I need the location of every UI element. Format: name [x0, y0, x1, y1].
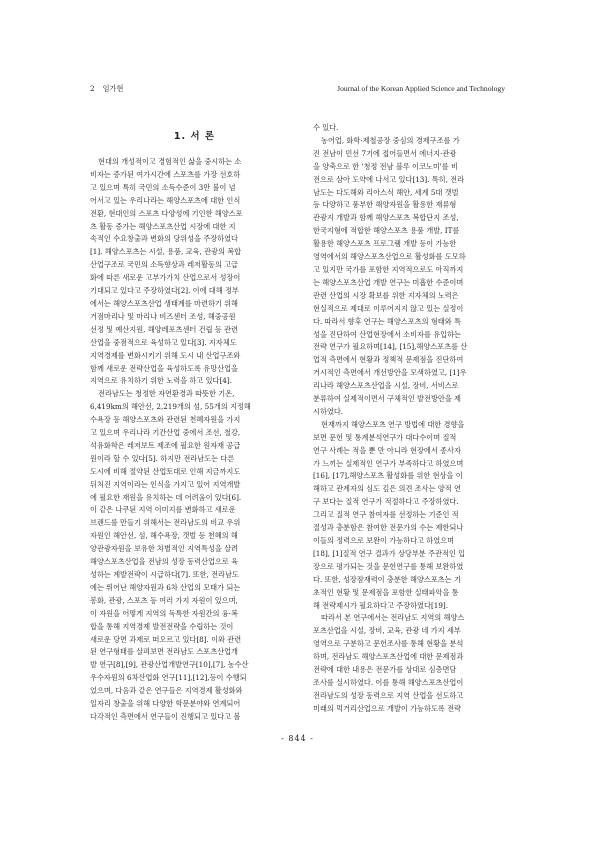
header-page-number: 2 [90, 84, 95, 93]
page-footer-number: - 844 - [281, 734, 314, 743]
paragraph: 현재까지 해양스포츠 연구 방법에 대한 경향을 보면 문헌 및 통계분석연구가 대다수이며 질적 연구 사례는 적을 뿐 만 아니라 현장에서 종사자 가 느끼는 실제적인 연구가 부족하다고 하였으며 [16], [17],해양스포츠 활성화를 위한 현상을 이 해하고 관계자의 심도 깊은 의견 조사는 양적 연 구 보다는 질적 연구가 적절하다고 주장하였다. 그리고 질적 연구 참여자를 선정하는 기준인 적 절성과 충분함은 참여한 전문가의 수는 제한되나 이들의 정력으로 보완이 가능하다고 하였으며 [18], [1]질적 연구 결과가 상당부분 주관적인 입 장으로 평가되는 것을 문헌연구를 통해 보완하였 다. 또한, 성장잠재력이 충분한 해양스포츠는 기 초적인 현황 및 문제점을 포함한 실태파악을 통 해 전략제시가 필요하다고 주장하였다[19]. [313, 419, 466, 610]
section-title: 1. 서 론 [173, 131, 216, 142]
header-author: 임가현 [102, 84, 124, 93]
left-column [90, 122, 299, 724]
paragraph: 따라서 본 연구에서는 전라남도 지역의 해양스 포츠산업을 시설, 장비, 교육, 관광 네 가지 세부 영역으로 구분하고 문헌조사를 통해 현황을 분석 하며, 전라남도 해양스포츠산업에 대한 문제점과 전략에 대한 내용은 전문가를 상대로 심층면담 조사를 실시하였다. 이를 통해 해양스포츠산업이 전라남도의 성장 동력으로 지역 산업을 선도하고 미래의 먹거리산업으로 개발이 가능하도록 전략 [313, 613, 465, 713]
paragraph: 전라남도는 청정한 자연환경과 따뜻한 기온, 6,419km의 해안선, 2,219개의 섬, 55개의 지정해 수욕장 등 해양스포츠와 관련된 천혜자원을 가지 고 있으며 우리나라 기간산업 중에서 조선, 철강, 석유화학은 레저보트 제조에 필요한 원자재 공급 원이라 할 수 있다[5]. 하지만 전라남도는 다른 도시에 비해 절약된 산업토대로 인해 지금까지도 뒤처진 지역이라는 인식을 가지고 있어 지역개발 에 필요한 재원을 유치하는 데 어려움이 있다[6]. 이 같은 나쿠된 지역 이미지를 변화하고 새로운 브랜드를 만들기 위해서는 전라남도의 비교 우위 자원인 해안선, 섬, 해수욕장, 갯벌 등 천혜의 해 양관광자원을 보유한 차별적인 지역특성을 살려 해양스포츠산업을 전남의 성장 동력산업으로 육 성하는 계발전략이 시급하다[7]. 또한, 전라남도 에는 뛰어난 해양자원과 6차 산업의 모태가 되는 봉화, 관광, 스포츠 등 여러 가지 자원이 있으며, 이 자원을 어떻게 지역의 독특한 자원간의 융·복 합을 통해 지역경제 발전전략을 수립하는 것이 새로운 당면 과제로 떠오르고 있다[8]. 이와 관련 된 연구형태를 살펴보면 전라남도 스포츠산업개 발 연구[8],[9], 관광산업개발연구[10],[7], 농수산 우수자원의 6차산업화 연구[11],[12],등이 수행되 었으며, 다음과 같은 연구들은 지역경제 활성화와 일자리 창출을 위해 다양한 학문분야와 연계되어 다각적인 측면에서 연구들이 진행되고 있다고 볼 [90, 389, 251, 721]
paragraph: 수 있다. [313, 123, 339, 132]
right-column [313, 122, 522, 716]
paragraph: 농어업, 화학·제철공장 중심의 경제구조를 가 진 전남이 민선 7기에 접어들면서 에너지·관광 을 양축으로 한 '청정 전남 블루 이코노미'를 비 전으로 삼아 도약에 나서고 있다[13]. 특히, 전라 남도는 다도해와 리아스식 해안, 세계 5대 갯벌 등 다양하고 풍부한 해양자원을 활용한 재류형 관광지 개발과 함께 해양스포츠 복합단지 조성, 한국지형에 적합한 해양스포츠 용품 개발, IT를 활용한 해양스포츠 프로그램 개발 등이 가능한 영역에서의 해양스포츠산업으로 활성화를 도모하 고 있지만 국가를 포함한 지역적으로도 아직까지 는 해양스포츠산업 개발 연구는 미흡한 수준이며 관련 산업의 시장 확보를 위한 지자체의 노력은 현실적으로 제대로 이루어지지 않고 있는 실정이 다. 따라서 향후 연구는 해양스포츠의 형태와 특 성을 진단하여 산업현장에서 소비자를 유입하는 전략 연구가 필요하며[14], [15],해양스포츠를 산 업적 측면에서 현황과 정책적 문제점을 진단하여 거시적인 측면에서 개선방안을 모색하였고, [1]우 리나라 해양스포츠산업을 시설, 장비, 서비스로 분류하여 실제적이면서 구체적인 발전방안을 제 시하였다. [313, 135, 468, 416]
header-journal-title: Journal of the Korean Applied Science and Technology [337, 84, 505, 93]
header-left [90, 84, 123, 94]
paragraph: 현대의 개성적이고 경험적인 삶을 중시하는 소 비자는 증가된 여가시간에 스포츠를 가장 선호하 고 있으며 특히 국민의 소득수준이 3만 불이 넘 어서고 있는 우리나라는 해양스포츠에 대한 인식 전환, 현대인의 스포츠 다양성에 기인한 해양스포 츠 활동 증가는 해양스포츠산업 시장에 대한 지 속적인 수요창출과 변화의 당위성을 주장하였다 [1]. 해양스포츠는 시설, 용품, 교육, 관광의 복합 산업구조로 국민의 소득향상과 레저활동의 고급 화에 따른 새로운 고부가가치 산업으로서 성장이 기대되고 있다고 주장하였다[2]. 이에 대해 정부 에서는 해양스포츠산업 생태계를 마련하기 위해 거점마리나 및 마리나 비즈센터 조성, 해중공원 선정 및 예산지원, 해양레포츠센터 건립 등 관련 산업을 중점적으로 육성하고 있다[3]. 지자체도 지역경제를 변화시키기 위해 도시 내 산업구조와 함께 새로운 전략산업을 육성하도록 유망산업을 지역으로 유치하기 위한 노력을 하고 있다[4]. [90, 157, 243, 386]
running-header [90, 84, 505, 96]
